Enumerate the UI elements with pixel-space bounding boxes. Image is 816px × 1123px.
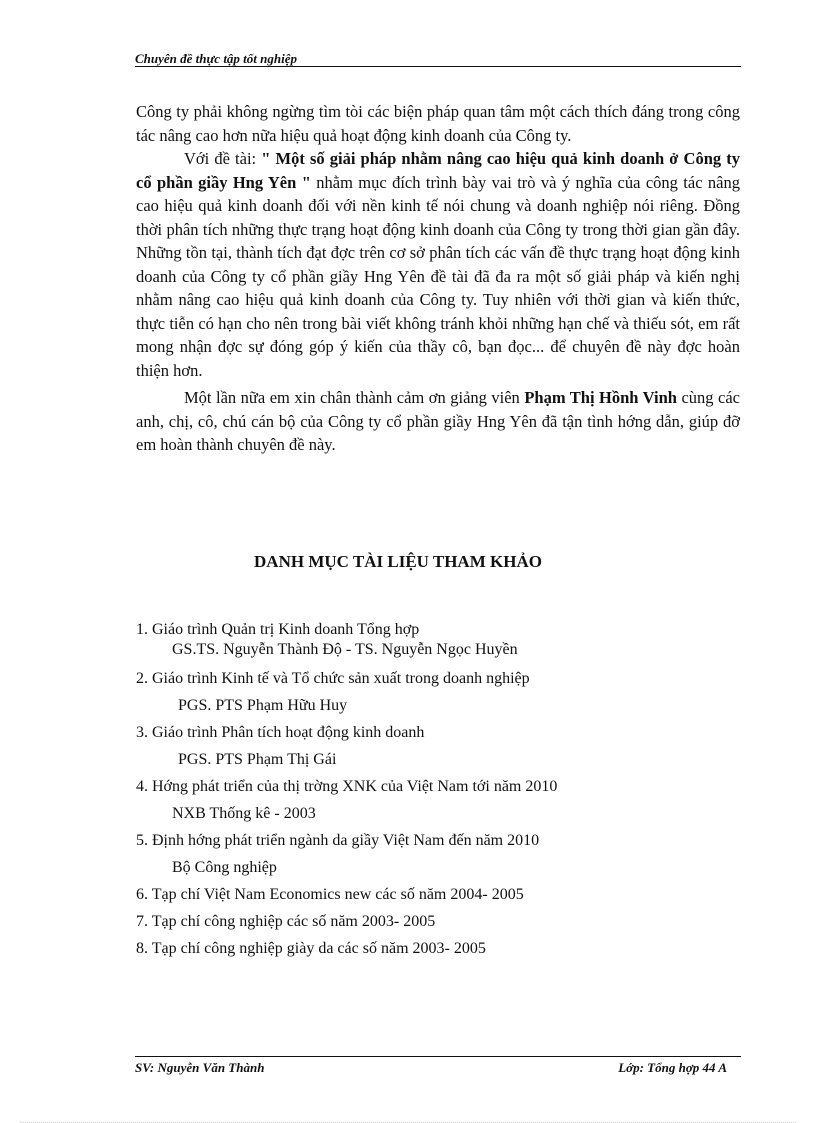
reference-list [136, 619, 740, 960]
reference-title: 6. Tạp chí Việt Nam Economics new các số năm 2004- 2005 [136, 886, 524, 903]
reference-title: 7. Tạp chí công nghiệp các số năm 2003- 2005 [136, 913, 436, 930]
reference-title: 8. Tạp chí công nghiệp giày da các số năm 2003- 2005 [136, 940, 486, 957]
paragraph-3-rest: cùng các anh, chị, cô, chú cán bộ của Công ty cổ phần giầy Hng Yên đã tận tình hớng dẫn, giúp đỡ em hoàn thành chuyên đề này. [136, 388, 740, 454]
paragraph-3 [136, 386, 740, 457]
reference-title: 3. Giáo trình Phân tích hoạt động kinh doanh [136, 724, 425, 741]
reference-title: 1. Giáo trình Quản trị Kinh doanh Tổng hợp [136, 621, 420, 638]
reference-item [136, 883, 740, 906]
reference-author: GS.TS. Nguyễn Thành Độ - TS. Nguyễn Ngọc Huyền [172, 641, 518, 658]
paragraph-3-intro: Một lần nữa em xin chân thành cảm ơn giảng viên [184, 388, 525, 407]
paragraph-2-intro: Với đề tài: [184, 149, 262, 168]
paragraph-2-rest: nhằm mục đích trình bày vai trò và ý nghĩa của công tác nâng cao hiệu quả kinh doanh đối với nền kinh tế nói chung và doanh nghiệp nói riêng. Đồng thời phân tích những thực trạng hoạt động kinh doanh của Công ty trong thời gian gần đây. Những tồn tại, thành tích đạt đợc trên cơ sở phân tích các vấn đề thực trạng hoạt động kinh doanh của Công ty cổ phần giầy Hng Yên đề tài đã đa ra một số giải pháp và kiến nghị nhằm nâng cao hiệu quả kinh doanh của Công ty. Tuy nhiên với thời gian và kiến thức, thực tiễn có hạn cho nên trong bài viết không tránh khỏi những hạn chế và thiếu sót, em rất mong nhận đợc sự đóng góp ý kiến của thầy cô, bạn đọc... để chuyên đề này đợc hoàn thiện hơn. [136, 172, 740, 380]
reference-item [136, 619, 740, 659]
page-header [135, 50, 741, 67]
references-title: DANH MỤC TÀI LIỆU THAM KHẢO [254, 552, 542, 571]
paragraph-1: Công ty phải không ngừng tìm tòi các biện pháp quan tâm một cách thích đáng trong công tác nâng cao hơn nữa hiệu quả hoạt động kinh doanh của Công ty. [136, 102, 740, 145]
reference-item [136, 910, 740, 933]
reference-item [136, 667, 740, 717]
reference-title: 2. Giáo trình Kinh tế và Tổ chức sản xuất trong doanh nghiệp [136, 670, 530, 687]
advisor-name: Phạm Thị Hồnh Vinh [524, 388, 677, 407]
reference-author: Bộ Công nghiệp [172, 859, 277, 876]
reference-item [136, 775, 740, 825]
paragraph-2 [136, 147, 740, 382]
reference-item [136, 829, 740, 879]
page-footer [135, 1056, 741, 1075]
reference-title: 4. Hớng phát triển của thị trờng XNK của Việt Nam tới năm 2010 [136, 778, 558, 795]
reference-author: NXB Thống kê - 2003 [172, 805, 316, 822]
footer-class: Lớp: Tổng hợp 44 A [618, 1060, 727, 1075]
footer-student: SV: Nguyễn Văn Thành [135, 1060, 265, 1075]
reference-item [136, 721, 740, 771]
reference-title: 5. Định hớng phát triển ngành da giầy Việt Nam đến năm 2010 [136, 832, 540, 849]
reference-item [136, 937, 740, 960]
body-text [136, 100, 740, 457]
thesis-title: " Một số giải pháp nhằm nâng cao hiệu quả kinh doanh ở Công ty cổ phần giầy Hng Yên " [136, 149, 740, 192]
header-title: Chuyên đề thực tập tốt nghiệp [135, 51, 297, 66]
reference-author: PGS. PTS Phạm Hữu Huy [178, 697, 348, 714]
reference-author: PGS. PTS Phạm Thị Gái [178, 751, 337, 768]
